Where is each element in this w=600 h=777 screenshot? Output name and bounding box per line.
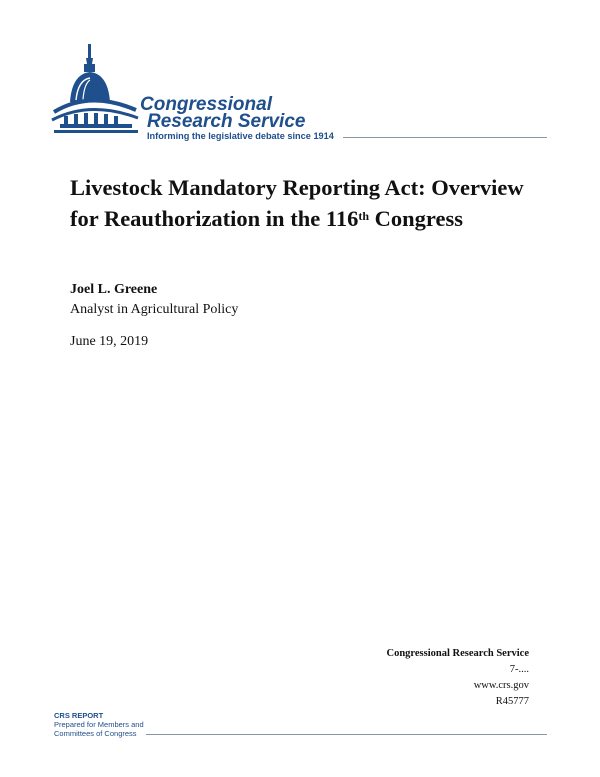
footer-label-3: Committees of Congress [54,729,137,738]
header-rule [343,137,547,138]
footer-label-1: CRS REPORT [54,711,104,720]
capitol-dome-icon [50,40,142,140]
publisher-org: Congressional Research Service [386,648,529,659]
publisher-website[interactable]: www.crs.gov [473,680,529,691]
report-title [70,172,550,234]
footer-rule [146,734,547,735]
logo-line-2: Research Service [147,111,306,132]
report-date: June 19, 2019 [70,334,149,349]
crs-report-footer [54,711,144,738]
report-title-main: Livestock Mandatory Reporting Act: Overview for Reauthorization in the 116 [70,175,524,231]
report-title-superscript: th [358,209,369,223]
publisher-code: 7-.... [509,664,529,675]
report-title-tail: Congress [374,206,463,231]
report-number: R45777 [495,696,529,707]
author-role: Analyst in Agricultural Policy [70,302,239,317]
logo-tagline: Informing the legislative debate since 1914 [147,131,334,141]
publisher-block [386,646,529,710]
logo-line-1: Congressional [140,94,272,115]
author-name: Joel L. Greene [70,282,158,297]
footer-label-2: Prepared for Members and [54,720,144,729]
